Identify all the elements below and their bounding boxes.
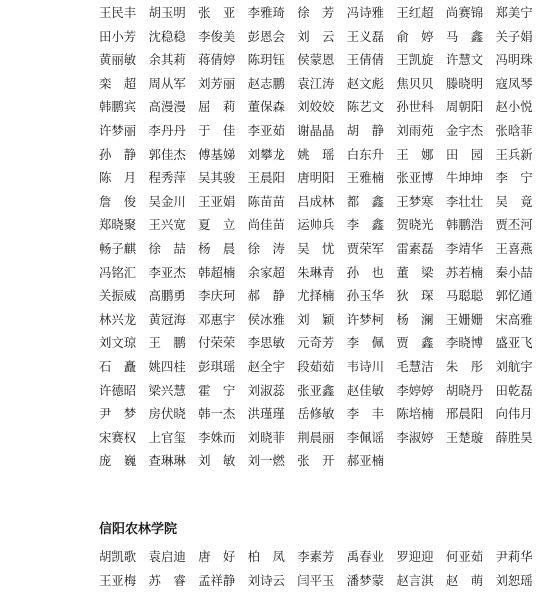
names-row: 韩鹏宾 高漫漫 屈 莉 董保森 刘姣姣 陈艺文 孙世科 周朝阳 赵小悦 bbox=[99, 99, 533, 115]
names-row: 林兴龙 黄冠海 邓惠宇 侯冰雅 刘 颖 许梦柯 杨 澜 王姗姗 宋高雅 bbox=[99, 311, 533, 327]
names-row: 孙 静 郭佳杰 傅基娣 刘攀龙 姚 瑶 白东升 王 娜 田 园 王兵新 bbox=[99, 146, 533, 162]
names-row: 王亚梅 苏 睿 孟祥静 刘诗云 闫平玉 潘梦蒙 赵言淇 赵 萌 刘恕瑶 bbox=[99, 572, 533, 588]
names-row: 黄丽敏 余其莉 蒋倩婷 陈玥钰 侯蒙恩 王倩倩 王凯旋 许慧文 冯明珠 bbox=[99, 52, 533, 68]
names-row: 关振威 高鹏勇 李庆珂 郝 静 尤择楠 孙玉华 狄 琛 马聪聪 郭忆通 bbox=[99, 288, 533, 304]
section-names-list bbox=[99, 545, 533, 592]
names-row: 王民丰 胡玉明 张 亚 李雅琦 徐 芳 冯诗雅 王红超 尚赛锦 郑美宁 bbox=[99, 5, 533, 20]
names-row: 许德昭 梁兴慧 霍 宁 刘淑蕊 张亚鑫 赵佳敏 李婷婷 胡晓丹 田乾磊 bbox=[99, 382, 533, 398]
names-row: 栾 超 周从军 刘芳丽 赵志鹏 袁江涛 赵文彪 焦贝贝 滕晓明 寇凤琴 bbox=[99, 75, 533, 91]
section-title: 信阳农林学院 bbox=[99, 522, 178, 537]
names-row: 宋赛权 上官玺 李姝而 刘晓菲 荆晨丽 李佩谣 李淑婷 王楚璇 薛胜昊 bbox=[99, 429, 533, 445]
names-row: 庞 巍 查琳琳 刘 敏 刘一燃 张 开 郝亚楠 bbox=[99, 453, 384, 469]
names-row: 畅子麒 徐 喆 杨 晨 徐 涛 吴 忧 贾荣军 雷素磊 李靖华 王喜燕 bbox=[99, 240, 533, 256]
names-row: 田小芳 沈稳稳 李俊美 彭恩会 刘 云 王义磊 俞 婷 马 鑫 关子娟 bbox=[99, 28, 533, 44]
names-row: 许梦丽 李丹丹 于 佳 李亚茹 谢晶晶 胡 静 刘雨苑 金宇杰 张晗菲 bbox=[99, 122, 533, 138]
names-row: 郑晓聚 王兴宽 夏 立 尚佳苗 运帅兵 李 鑫 贺晓光 韩鹏浩 贾丕河 bbox=[99, 217, 533, 233]
names-list bbox=[99, 1, 533, 473]
names-row: 詹 俊 吴金川 王亚娟 陈苗苗 吕成林 都 鑫 王梦寒 李壮壮 吴 竟 bbox=[99, 193, 533, 209]
names-row: 陈 月 程秀萍 吴其骏 王晨阳 唐明阳 王雅楠 张亚博 牛坤坤 李 宁 bbox=[99, 170, 533, 186]
names-row: 刘文琼 王 鹏 付荣荣 李思敏 元奇芳 李 佩 贾 鑫 李晓博 盛亚飞 bbox=[99, 335, 533, 351]
names-row: 石 矗 姚四桂 彭琪瑶 赵全宇 段茹茹 韦诗川 毛慧洁 朱 彤 刘航宇 bbox=[99, 358, 533, 374]
names-row: 尹 梦 房伏晓 韩一杰 洪瑾瑾 岳修敏 李 丰 陈培楠 邢晨阳 向伟月 bbox=[99, 406, 533, 422]
names-row: 冯铭汇 李亚杰 韩超楠 余家超 朱琳青 孙 也 董 梁 苏若楠 秦小喆 bbox=[99, 264, 533, 280]
names-row: 胡凯歌 袁启迪 唐 好 柏 凤 李素芳 禹春业 罗迎迎 何亚茹 尹莉华 bbox=[99, 549, 533, 564]
